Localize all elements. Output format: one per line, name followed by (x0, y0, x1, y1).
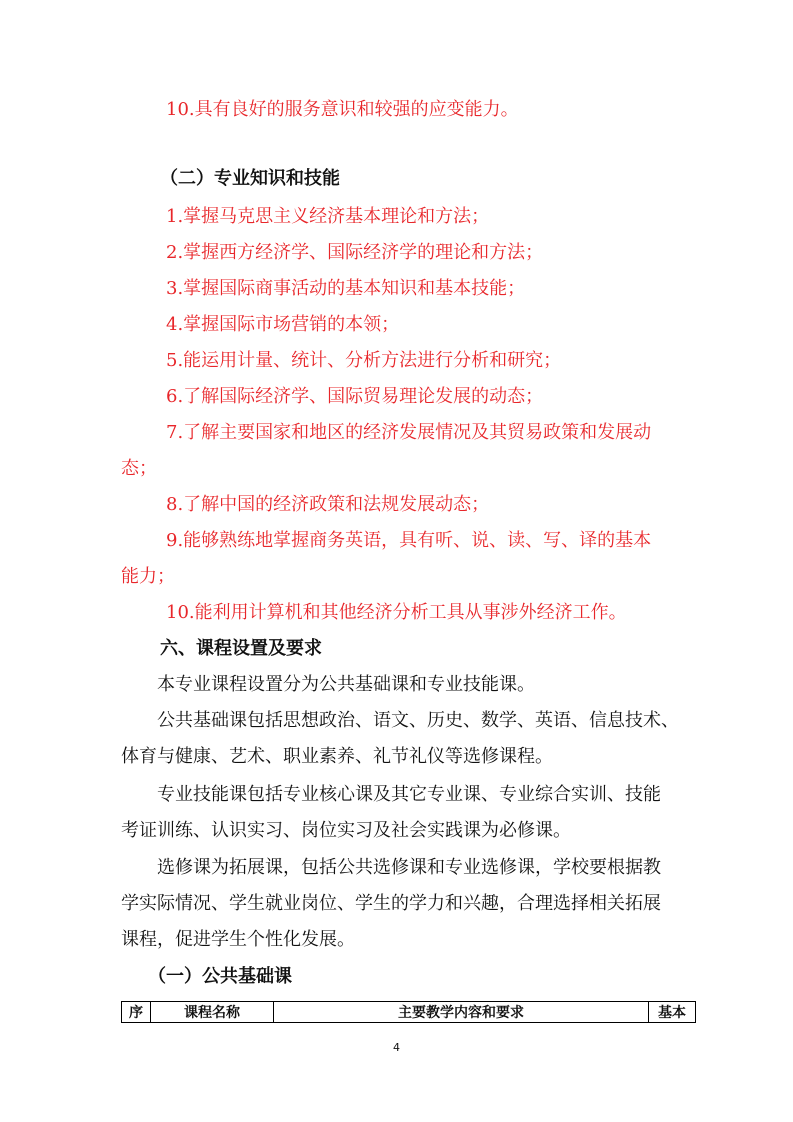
knowledge-item-4: 4.掌握国际市场营销的本领； (166, 314, 400, 335)
paragraph-elective-line1: 选修课为拓展课，包括公共选修课和专业选修课，学校要根据教 (157, 857, 661, 878)
knowledge-item-3: 3.掌握国际商事活动的基本知识和基本技能； (166, 278, 526, 299)
paragraph-public-courses-line2: 体育与健康、艺术、职业素养、礼节礼仪等选修课程。 (121, 746, 553, 767)
paragraph-public-courses-line1: 公共基础课包括思想政治、语文、历史、数学、英语、信息技术、 (157, 710, 679, 731)
table-header-row (122, 1002, 696, 1023)
paragraph-elective-line3: 课程，促进学生个性化发展。 (121, 929, 355, 950)
section-heading-public-courses: （一）公共基础课 (148, 966, 292, 987)
section-heading-knowledge-skills: （二）专业知识和技能 (160, 168, 340, 189)
knowledge-item-5: 5.能运用计量、统计、分析方法进行分析和研究； (166, 350, 562, 371)
paragraph-elective-line2: 学实际情况、学生就业岗位、学生的学力和兴趣，合理选择相关拓展 (121, 893, 661, 914)
col-header-content: 主要教学内容和要求 (274, 1002, 649, 1023)
col-header-course-name: 课程名称 (151, 1002, 274, 1023)
col-header-basic: 基本 (649, 1002, 696, 1023)
knowledge-item-7-line2: 态； (121, 458, 157, 479)
knowledge-item-2: 2.掌握西方经济学、国际经济学的理论和方法； (166, 242, 544, 263)
knowledge-item-8: 8.了解中国的经济政策和法规发展动态； (166, 494, 490, 515)
col-header-index: 序 (122, 1002, 151, 1023)
paragraph-curriculum-intro: 本专业课程设置分为公共基础课和专业技能课。 (157, 674, 535, 695)
knowledge-item-9-line2: 能力； (121, 566, 175, 587)
knowledge-item-10: 10.能利用计算机和其他经济分析工具从事涉外经济工作。 (166, 602, 627, 623)
page-number: 4 (393, 1041, 400, 1054)
paragraph-skill-courses-line2: 考证训练、认识实习、岗位实习及社会实践课为必修课。 (121, 820, 571, 841)
knowledge-item-6: 6.了解国际经济学、国际贸易理论发展的动态； (166, 386, 544, 407)
knowledge-item-7-line1: 7.了解主要国家和地区的经济发展情况及其贸易政策和发展动 (166, 422, 652, 443)
paragraph-skill-courses-line1: 专业技能课包括专业核心课及其它专业课、专业综合实训、技能 (157, 784, 661, 805)
knowledge-item-1: 1.掌握马克思主义经济基本理论和方法； (166, 206, 490, 227)
knowledge-item-9-line1: 9.能够熟练地掌握商务英语，具有听、说、读、写、译的基本 (166, 530, 652, 551)
section-heading-curriculum: 六、课程设置及要求 (160, 638, 322, 659)
ability-item-10: 10.具有良好的服务意识和较强的应变能力。 (166, 99, 519, 120)
course-table (121, 1001, 696, 1023)
